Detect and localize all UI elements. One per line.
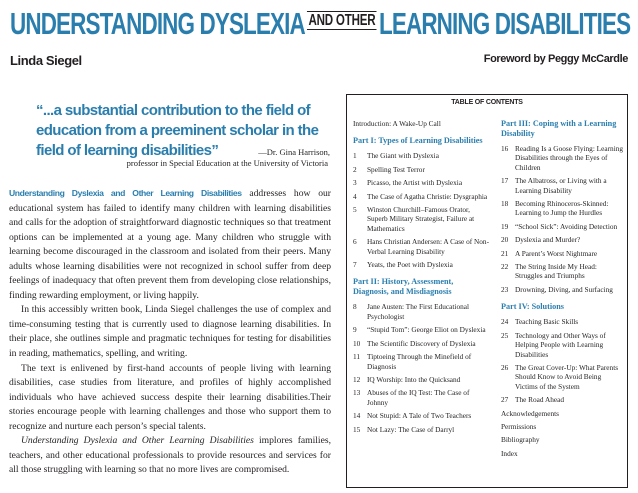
toc-entry-title: The Road Ahead — [515, 395, 565, 405]
description-paragraph — [9, 434, 331, 478]
toc-entry-title: Tiptoeing Through the Minefield of Diagnosis — [367, 352, 472, 371]
toc-entry — [353, 339, 489, 348]
toc-entry-number: 10 — [353, 338, 361, 348]
toc-entry — [353, 260, 489, 269]
toc-entry-number: 27 — [501, 395, 509, 405]
toc-entry-number: 13 — [353, 388, 361, 398]
description-paragraph: In this accessibly written book, Linda Siegel challenges the use of complex and time-consuming testing that is currently used to diagnose learning disabilities. In their place, she outlines simple and pragmatic techniques for testing for disabilities in reading, mathematics, spelling, and writing. — [9, 304, 331, 360]
toc-part-title: Part II: History, Assessment, Diagnosis, and Misdiagnosis — [353, 277, 454, 297]
author-name: Linda Siegel — [10, 53, 82, 68]
toc-entry-number: 4 — [353, 191, 357, 201]
toc-entry — [501, 249, 625, 258]
toc-entry-number: 25 — [501, 330, 509, 340]
toc-entry — [353, 178, 489, 187]
toc-entry-number: 21 — [501, 248, 509, 258]
title-part-1: UNDERSTANDING DYSLEXIA — [10, 6, 305, 41]
description-text — [9, 186, 331, 478]
toc-part-title: Part I: Types of Learning Disabilities — [353, 136, 483, 146]
toc-entry — [353, 388, 489, 407]
toc-entry-title: Reading Is a Goose Flying: Learning Disabilities through the Eyes of Children — [515, 144, 624, 172]
toc-entry-title: Dyslexia and Murder? — [515, 235, 581, 245]
toc-intro: Introduction: A Wake-Up Call — [353, 119, 441, 128]
toc-entry-title: Spelling Test Terror — [367, 164, 425, 174]
toc-entry — [353, 375, 489, 384]
toc-back-matter-item: Bibliography — [501, 435, 540, 445]
toc-entry-number: 17 — [501, 176, 509, 186]
toc-entry-title: Picasso, the Artist with Dyslexia — [367, 178, 463, 188]
description-paragraph: The text is enlivened by first-hand accounts of people living with learning disabilities, case studies from literature, and profiles of highly accomplished individuals who have achieved success despite their learning disabilities.Their stories encourage people with learning challenges and those who support them to recognize and nurture each person’s special talents. — [9, 362, 331, 432]
toc-entry — [353, 425, 489, 434]
toc-entry — [501, 144, 625, 172]
toc-entry — [353, 302, 489, 321]
toc-entry-title: Not Stupid: A Tale of Two Teachers — [367, 411, 472, 421]
book-title — [10, 6, 631, 44]
title-and-other: AND OTHER — [308, 12, 376, 29]
toc-entry-number: 22 — [501, 262, 509, 272]
toc-entry — [501, 199, 625, 218]
toc-entry-title: Not Lazy: The Case of Darryl — [367, 424, 455, 434]
toc-entry — [353, 325, 489, 334]
toc-entry-title: Jane Austen: The First Educational Psychologist — [367, 302, 470, 321]
toc-entry-number: 3 — [353, 178, 357, 188]
toc-part-title: Part III: Coping with a Learning Disability — [501, 119, 617, 138]
toc-entry — [353, 352, 489, 371]
quote-attribution-name: —Dr. Gina Harrison, — [258, 147, 330, 157]
pull-quote: “...a substantial contribution to the field of education from a preeminent scholar in the field of learning disabilities” — [36, 102, 319, 159]
toc-entry-number: 20 — [501, 235, 509, 245]
description-paragraph — [9, 186, 331, 303]
toc-header: TABLE OF CONTENTS — [451, 99, 523, 106]
toc-entry-number: 19 — [501, 221, 509, 231]
toc-entry-title: The Case of Agatha Christie: Dysgraphia — [367, 191, 488, 201]
toc-entry — [353, 165, 489, 174]
toc-entry-number: 23 — [501, 284, 509, 294]
toc-entry-number: 11 — [353, 352, 361, 362]
toc-entry-title: Hans Christian Andersen: A Case of Non-Verbal Learning Disability — [367, 237, 490, 256]
toc-entry-title: The Giant with Dyslexia — [367, 151, 439, 161]
toc-entry — [501, 317, 625, 326]
toc-entry — [353, 411, 489, 420]
toc-entry-title: Technology and Other Ways of Helping People with Learning Disabilities — [515, 330, 606, 359]
toc-back-matter-item: Index — [501, 448, 518, 458]
toc-entry-title: “School Sick”: Avoiding Detection — [515, 221, 618, 231]
toc-part3-list — [501, 144, 625, 294]
toc-entry-title: Teaching Basic Skills — [515, 317, 579, 327]
title-part-2: LEARNING DISABILITIES — [379, 6, 631, 41]
toc-entry-title: Abuses of the IQ Test: The Case of Johnny — [367, 388, 470, 407]
toc-entry-title: The Albatross, or Living with a Learning Disability — [515, 176, 607, 195]
toc-entry — [353, 205, 489, 233]
toc-entry-number: 6 — [353, 237, 357, 247]
toc-part4-list — [501, 317, 625, 404]
toc-entry-title: Winston Churchill–Famous Orator, Superb Military Strategist, Failure at Mathematics — [367, 205, 475, 233]
toc-back-matter-item: Permissions — [501, 421, 537, 431]
toc-entry — [501, 176, 625, 195]
toc-entry-number: 18 — [501, 199, 509, 209]
toc-entry-title: IQ Worship: Into the Quicksand — [367, 374, 461, 384]
toc-back-matter — [501, 409, 625, 459]
toc-column-left — [353, 115, 489, 438]
toc-entry-number: 14 — [353, 411, 361, 421]
toc-entry-title: The Great Cover-Up: What Parents Should Know to Avoid Being Victims of the System — [515, 362, 619, 391]
description-text-4: implores families, teachers, and other educational professionals to provide resources and services for all those struggling with learning so that no more lives are compromised. — [9, 435, 331, 476]
toc-entry — [501, 331, 625, 359]
toc-column-right — [501, 115, 625, 462]
toc-entry-number: 8 — [353, 302, 357, 312]
toc-part1-list — [353, 151, 489, 269]
toc-entry-number: 12 — [353, 374, 361, 384]
toc-entry — [501, 222, 625, 231]
toc-entry-title: A Parent’s Worst Nightmare — [515, 248, 598, 258]
toc-entry — [353, 237, 489, 256]
description-lead-title: Understanding Dyslexia and Other Learning Disabilities — [9, 188, 242, 198]
toc-entry-title: The String Inside My Head: Struggles and Triumphs — [515, 262, 597, 281]
toc-entry-title: The Scientific Discovery of Dyslexia — [367, 338, 476, 348]
toc-entry-number: 9 — [353, 325, 357, 335]
toc-entry-number: 7 — [353, 260, 357, 270]
toc-entry — [501, 235, 625, 244]
toc-part-title: Part IV: Solutions — [501, 302, 564, 312]
toc-entry-title: Yeats, the Poet with Dyslexia — [367, 260, 453, 270]
toc-entry-number: 16 — [501, 144, 509, 153]
toc-entry-number: 2 — [353, 164, 357, 174]
quote-attribution-role: professor in Special Education at the University of Victoria — [126, 158, 328, 168]
toc-entry-title: “Stupid Tom”: George Eliot on Dyslexia — [367, 325, 486, 335]
toc-entry-number: 24 — [501, 317, 509, 327]
description-text-1: addresses how our educational system has failed to identify many children with learning disabilities and calls for the adoption of straightforward diagnostic techniques so that treatment options can be implemented at a young age. Many children who struggle with learning become discouraged in the classroom and isolated from their peers. Many adults whose learning disabilities were not recognized in school suffer from deep feelings of inadequacy that often prevent them from developing close relationships, finding rewarding employment, or living happily. — [9, 188, 331, 301]
toc-entry — [501, 395, 625, 404]
toc-entry-number: 15 — [353, 424, 361, 434]
toc-entry — [501, 285, 625, 294]
toc-back-matter-item: Acknowledgements — [501, 408, 559, 418]
description-em-title: Understanding Dyslexia and Other Learning Disabilities — [21, 435, 254, 447]
toc-entry-number: 26 — [501, 362, 509, 372]
toc-entry-title: Becoming Rhinoceros-Skinned: Learning to Jump the Hurdles — [515, 199, 609, 218]
toc-entry — [353, 192, 489, 201]
toc-entry — [353, 151, 489, 160]
table-of-contents — [346, 94, 628, 488]
toc-entry — [501, 262, 625, 281]
toc-entry — [501, 363, 625, 391]
toc-entry-number: 5 — [353, 205, 357, 215]
toc-entry-number: 1 — [353, 151, 357, 161]
toc-part2-list — [353, 302, 489, 433]
foreword-credit: Foreword by Peggy McCardle — [483, 53, 628, 65]
toc-entry-title: Drowning, Diving, and Surfacing — [515, 284, 613, 294]
